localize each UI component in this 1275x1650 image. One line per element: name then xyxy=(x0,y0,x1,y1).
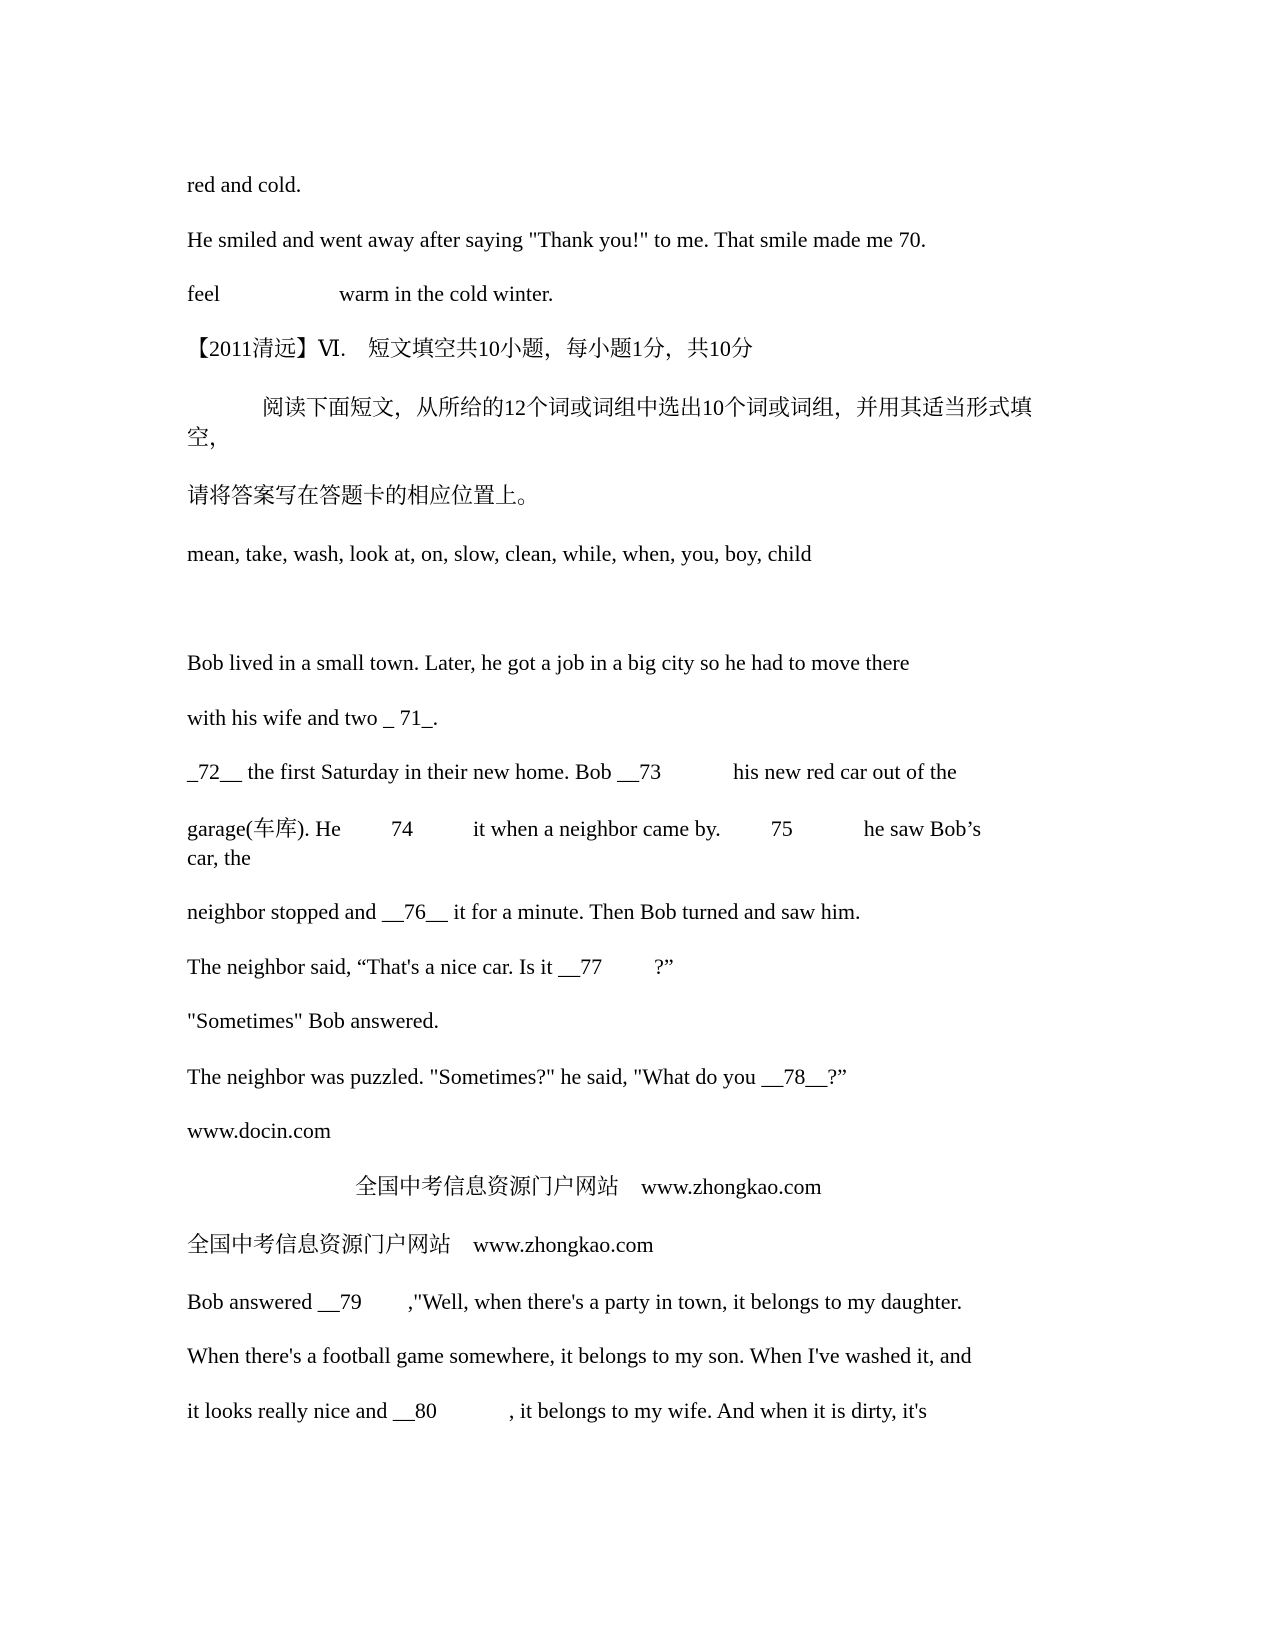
text-fragment: it looks really nice and __80 xyxy=(187,1398,437,1423)
passage-line xyxy=(187,1396,927,1426)
instruction-text: 请将答案写在答题卡的相应位置上。 xyxy=(187,483,540,508)
passage-line: When there's a football game somewhere, it belongs to my son. When I've washed it, and xyxy=(187,1343,972,1368)
text-line xyxy=(187,279,553,309)
watermark-url: www.docin.com xyxy=(187,1118,331,1143)
passage-line xyxy=(187,814,981,844)
text-fragment: his new red car out of the xyxy=(733,759,957,784)
passage-line: Bob lived in a small town. Later, he got a job in a big city so he had to move there xyxy=(187,650,910,675)
passage-line: neighbor stopped and __76__ it for a minute. Then Bob turned and saw him. xyxy=(187,899,861,924)
passage-line xyxy=(187,757,957,787)
text-fragment: , it belongs to my wife. And when it is dirty, it's xyxy=(508,1398,927,1423)
text-fragment: _72__ the first Saturday in their new home. Bob __73 xyxy=(187,759,662,784)
site-header: 全国中考信息资源门户网站 www.zhongkao.com xyxy=(187,1232,654,1257)
text-fragment: ?” xyxy=(654,954,674,979)
passage-line: The neighbor was puzzled. "Sometimes?" he said, "What do you __78__?” xyxy=(187,1064,847,1089)
instruction-text: 阅读下面短文，从所给的12个词或词组中选出10个词或词组，并用其适当形式填空， xyxy=(187,395,1033,450)
word-bank: mean, take, wash, look at, on, slow, clean, while, when, you, boy, child xyxy=(187,541,812,566)
site-footer: 全国中考信息资源门户网站 www.zhongkao.com xyxy=(355,1174,822,1199)
text-fragment: garage(车库). He xyxy=(187,816,341,841)
text-fragment: he saw Bob’s xyxy=(863,816,982,841)
passage-line xyxy=(187,1287,962,1317)
section-heading: 【2011清远】Ⅵ. 短文填空共10小题，每小题1分，共10分 xyxy=(187,336,753,361)
passage-line: "Sometimes" Bob answered. xyxy=(187,1008,439,1033)
passage-line xyxy=(187,952,674,982)
text-line: He smiled and went away after saying "Thank you!" to me. That smile made me 70. xyxy=(187,227,927,252)
text-line: red and cold. xyxy=(187,172,302,197)
blank-number: 75 xyxy=(770,816,793,841)
text-fragment: feel xyxy=(187,281,220,306)
text-fragment: Bob answered __79 xyxy=(187,1289,362,1314)
text-fragment: warm in the cold winter. xyxy=(338,281,554,306)
text-fragment: ,"Well, when there's a party in town, it belongs to my daughter. xyxy=(407,1289,963,1314)
passage-line: with his wife and two _ 71_. xyxy=(187,705,439,730)
passage-line: car, the xyxy=(187,845,251,870)
blank-number: 74 xyxy=(390,816,413,841)
text-fragment: The neighbor said, “That's a nice car. Is it __77 xyxy=(187,954,603,979)
text-fragment: it when a neighbor came by. xyxy=(472,816,721,841)
